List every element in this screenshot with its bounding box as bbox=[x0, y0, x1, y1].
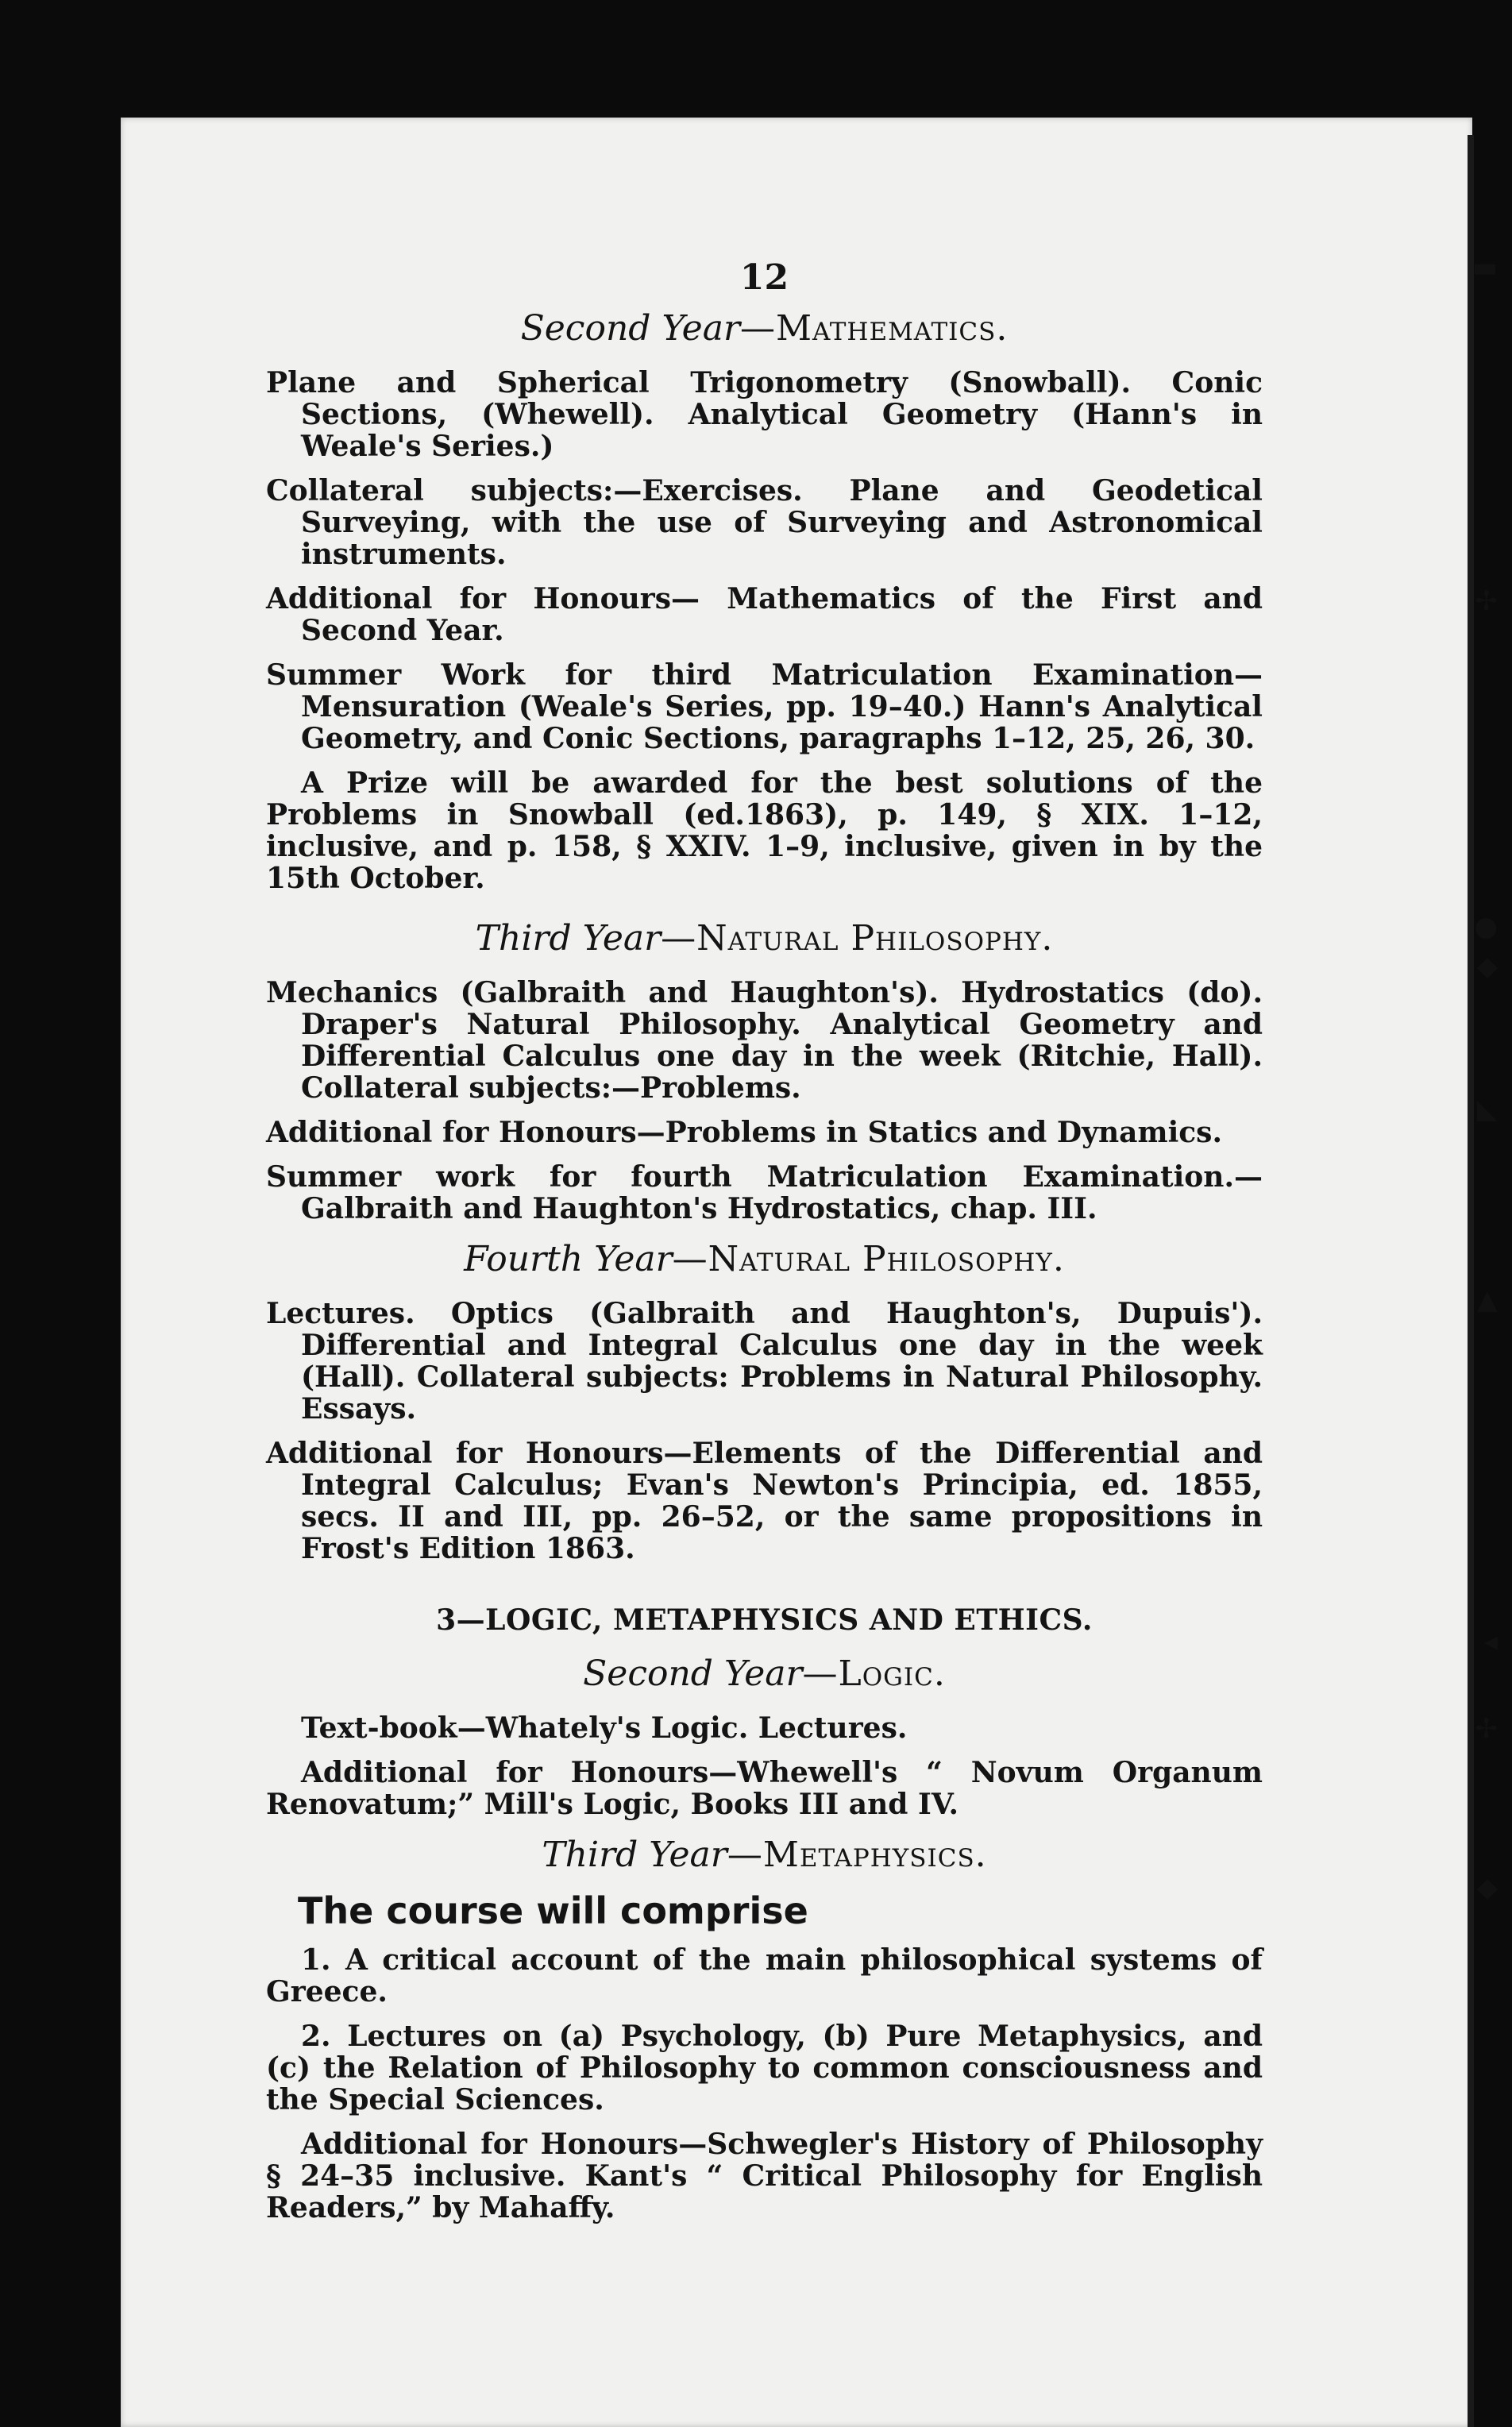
paragraph: Collateral subjects:—Exercises. Plane and Geodetical Surveying, with the use of Surveying and Astronomical instruments. bbox=[266, 474, 1263, 571]
paragraph: Summer Work for third Matriculation Examination—Mensuration (Weale's Series, pp. 19–40.) Hann's Analytical Geometry, and Conic Sections, paragraphs 1–12, 25, 26, 30. bbox=[266, 658, 1263, 755]
heading-year-word: Year bbox=[649, 1835, 727, 1875]
margin-mark: ✢ bbox=[1475, 1713, 1498, 1745]
list-item: 2. Lectures on (a) Psychology, (b) Pure Metaphysics, and (c) the Relation of Philosophy to common consciousness and the Special Sciences. bbox=[266, 2020, 1263, 2116]
margin-mark: ◆ bbox=[1476, 951, 1498, 982]
page-binding-edge bbox=[1468, 135, 1474, 2427]
paragraph: Summer work for fourth Matriculation Examination.—Galbraith and Haughton's Hydrostatics, chap. III. bbox=[266, 1160, 1263, 1225]
paragraph: Additional for Honours—Whewell's “ Novum Organum Renovatum;” Mill's Logic, Books III and IV. bbox=[266, 1756, 1263, 1821]
heading-year: Third bbox=[475, 918, 572, 959]
margin-mark: ▬ bbox=[1472, 252, 1498, 284]
paragraph: Lectures. Optics (Galbraith and Haughton's, Dupuis'). Differential and Integral Calculus one day in the week (Hall). Collateral subjects: Problems in Natural Philosophy. Essays. bbox=[266, 1297, 1263, 1426]
heading-second-year-mathematics bbox=[266, 308, 1263, 349]
margin-mark: ✢ bbox=[1475, 585, 1498, 617]
prize-paragraph: A Prize will be awarded for the best solutions of the Problems in Snowball (ed.1863), p. 149, § XIX. 1–12, inclusive, and p. 158, § XXIV. 1–9, inclusive, given in by the 15th October. bbox=[266, 766, 1263, 895]
paragraph: Additional for Honours—Elements of the Differential and Integral Calculus; Evan's Newton's Principia, ed. 1855, secs. II and III, pp. 26–52, or the same propositions in Frost's Edition 1863. bbox=[266, 1437, 1263, 1565]
margin-mark: ▲ bbox=[1476, 1284, 1498, 1316]
margin-mark: ◣ bbox=[1476, 1094, 1498, 1125]
heading-year-word: Year bbox=[723, 1653, 803, 1694]
paragraph: Text-book—Whately's Logic. Lectures. bbox=[301, 1711, 908, 1745]
page-content bbox=[266, 257, 1263, 2236]
heading-year-word: Year bbox=[594, 1239, 673, 1279]
list-item: 1. A critical account of the main philosophical systems of Greece. bbox=[266, 1943, 1263, 2008]
section-title-logic: 3—LOGIC, METAPHYSICS AND ETHICS. bbox=[436, 1603, 1093, 1637]
heading-subject: —Natural Philosophy. bbox=[672, 1239, 1065, 1279]
heading-year-word: Year bbox=[582, 918, 662, 959]
paragraph: Additional for Honours—Problems in Statics and Dynamics. bbox=[266, 1116, 1222, 1149]
page-number: 12 bbox=[739, 257, 789, 298]
margin-mark: ◆ bbox=[1476, 1872, 1498, 1904]
heading-year: Second bbox=[520, 308, 651, 349]
heading-subject: —Logic. bbox=[802, 1653, 946, 1694]
heading-third-year-natural-philosophy bbox=[266, 918, 1263, 959]
heading-year: Third bbox=[542, 1835, 638, 1875]
heading-year: Fourth bbox=[464, 1239, 584, 1279]
course-intro: The course will comprise bbox=[298, 1889, 808, 1932]
margin-mark: ◂ bbox=[1483, 1626, 1498, 1657]
heading-subject: —Mathematics. bbox=[739, 308, 1009, 349]
heading-fourth-year-natural-philosophy bbox=[266, 1239, 1263, 1279]
heading-year: Second bbox=[583, 1653, 713, 1694]
margin-mark: ● bbox=[1474, 911, 1498, 943]
heading-third-year-metaphysics bbox=[266, 1835, 1263, 1875]
paragraph: Additional for Honours— Mathematics of the First and Second Year. bbox=[266, 582, 1263, 647]
heading-subject: —Metaphysics. bbox=[727, 1835, 987, 1875]
list-item: Additional for Honours—Schwegler's History of Philosophy § 24–35 inclusive. Kant's “ Critical Philosophy for English Readers,” by Mahaffy. bbox=[266, 2128, 1263, 2224]
heading-second-year-logic bbox=[266, 1653, 1263, 1694]
paragraph: Mechanics (Galbraith and Haughton's). Hydrostatics (do). Draper's Natural Philosophy. Analytical Geometry and Differential Calculus one day in the week (Ritchie, Hall). Collateral subjects:—Problems. bbox=[266, 976, 1263, 1105]
paragraph: Plane and Spherical Trigonometry (Snowball). Conic Sections, (Whewell). Analytical Geometry (Hann's in Weale's Series.) bbox=[266, 366, 1263, 463]
heading-subject: —Natural Philosophy. bbox=[661, 918, 1054, 959]
heading-year-word: Year bbox=[662, 308, 740, 349]
